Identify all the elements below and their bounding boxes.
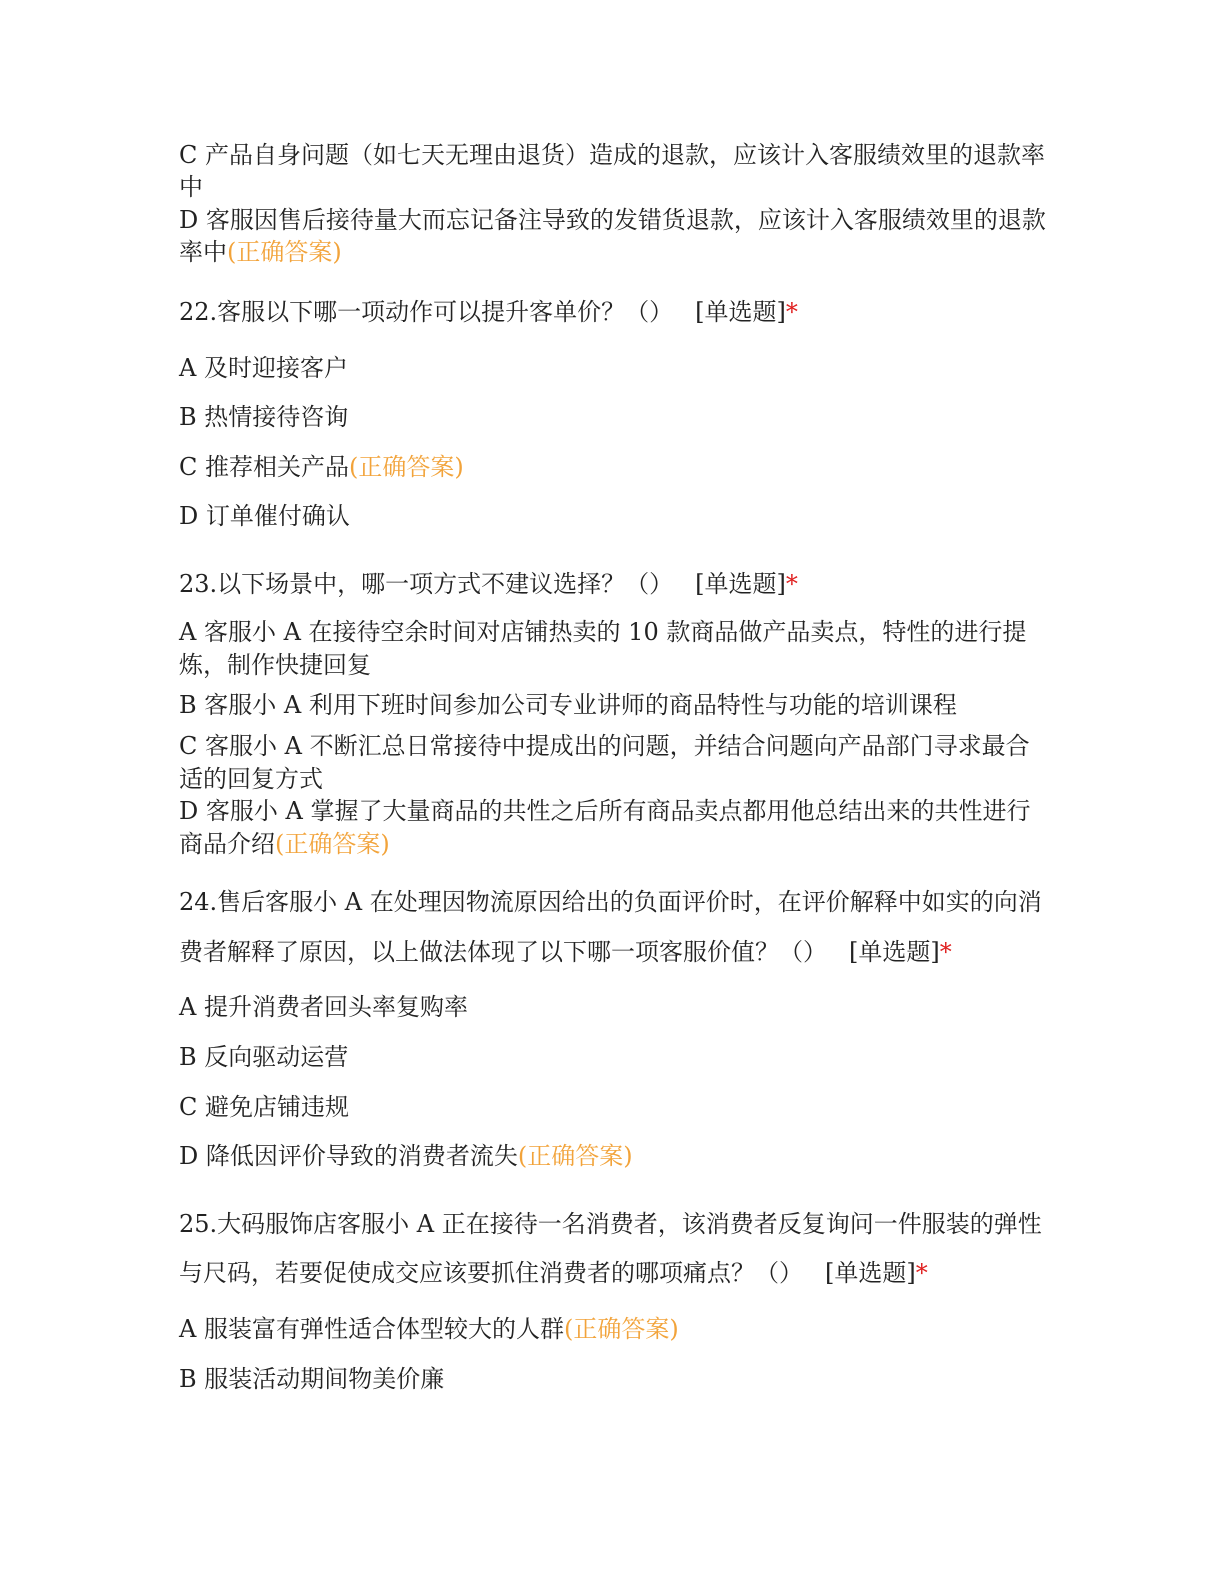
correct-answer-mark: (正确答案) [563, 1315, 679, 1343]
question-type-label: [单选题] [849, 938, 940, 966]
option-d: D 客服因售后接待量大而忘记备注导致的发错货退款，应该计入客服绩效里的退款 [179, 206, 1046, 234]
q25-option-a: A 服装富有弹性适合体型较大的人群(正确答案) [179, 1315, 679, 1343]
required-star: * [915, 1259, 928, 1287]
question-type-label: [单选题] [825, 1259, 916, 1287]
question-24-title-continued: 费者解释了原因，以上做法体现了以下哪一项客服价值？（） [单选题]* [179, 938, 952, 966]
q22-option-a: A 及时迎接客户 [179, 354, 348, 382]
correct-answer-mark: (正确答案) [349, 453, 464, 481]
question-25-title: 25.大码服饰店客服小 A 正在接待一名消费者，该消费者反复询问一件服装的弹性 [179, 1210, 1042, 1238]
q23-option-d: D 客服小 A 掌握了大量商品的共性之后所有商品卖点都用他总结出来的共性进行 [179, 797, 1031, 825]
q23-option-a-continued: 炼，制作快捷回复 [179, 651, 371, 679]
option-c-continued: 中 [179, 173, 203, 201]
q23-option-c-continued: 适的回复方式 [179, 765, 323, 793]
correct-answer-mark: (正确答案) [227, 238, 342, 266]
correct-answer-mark: (正确答案) [517, 1142, 633, 1170]
q23-option-d-continued: 商品介绍(正确答案) [179, 830, 390, 858]
question-24-title: 24.售后客服小 A 在处理因物流原因给出的负面评价时，在评价解释中如实的向消 [179, 888, 1042, 916]
q22-option-d: D 订单催付确认 [179, 502, 350, 530]
q24-option-d: D 降低因评价导致的消费者流失(正确答案) [179, 1142, 633, 1170]
option-c: C 产品自身问题（如七天无理由退货）造成的退款，应该计入客服绩效里的退款率 [179, 141, 1045, 169]
option-d-continued: 率中(正确答案) [179, 238, 342, 266]
q25-option-b: B 服装活动期间物美价廉 [179, 1365, 445, 1393]
question-23-title: 23.以下场景中，哪一项方式不建议选择？（） [单选题]* [179, 570, 798, 598]
question-25-title-continued: 与尺码，若要促使成交应该要抓住消费者的哪项痛点？（） [单选题]* [179, 1259, 928, 1287]
q23-option-a: A 客服小 A 在接待空余时间对店铺热卖的 10 款商品做产品卖点，特性的进行提 [179, 618, 1027, 646]
q22-option-c: C 推荐相关产品(正确答案) [179, 453, 464, 481]
q24-option-b: B 反向驱动运营 [179, 1043, 349, 1071]
q24-option-c: C 避免店铺违规 [179, 1093, 349, 1121]
required-star: * [939, 938, 952, 966]
q22-option-b: B 热情接待咨询 [179, 403, 349, 431]
question-type-label: [单选题] [695, 570, 786, 598]
q23-option-c: C 客服小 A 不断汇总日常接待中提成出的问题，并结合问题向产品部门寻求最合 [179, 732, 1030, 760]
required-star: * [785, 570, 798, 598]
q23-option-b: B 客服小 A 利用下班时间参加公司专业讲师的商品特性与功能的培训课程 [179, 691, 957, 719]
question-type-label: [单选题] [695, 298, 786, 326]
question-22-title: 22.客服以下哪一项动作可以提升客单价？（） [单选题]* [179, 298, 798, 326]
q24-option-a: A 提升消费者回头率复购率 [179, 993, 468, 1021]
required-star: * [785, 298, 798, 326]
correct-answer-mark: (正确答案) [275, 830, 390, 858]
